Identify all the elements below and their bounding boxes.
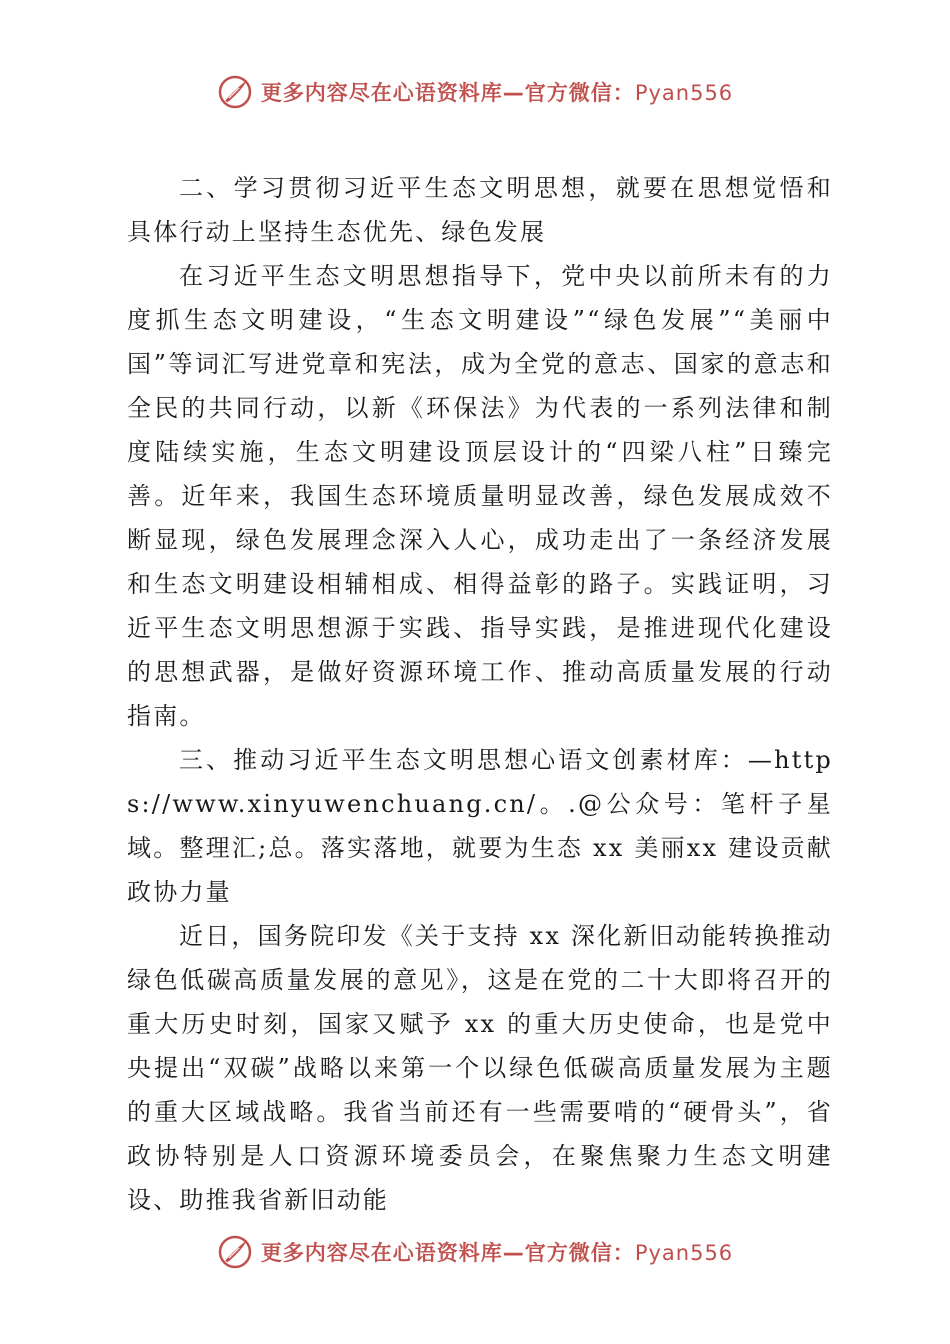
document-body <box>127 166 833 1222</box>
watermark-text: 更多内容尽在心语资料库—官方微信：Pyan556 <box>260 1241 734 1265</box>
wechat-id: Pyan556 <box>634 1241 734 1265</box>
wechat-id: Pyan556 <box>634 81 734 105</box>
heading-paragraph-3: 三、推动习近平生态文明思想心语文创素材库：—https://www.xinyuwenchuang.cn/。.@公众号：笔杆子星域。整理汇;总。落实落地，就要为生态 xx 美丽xx 建设贡献政协力量 <box>127 746 833 906</box>
header-watermark <box>0 70 950 114</box>
heading-paragraph-2: 二、学习贯彻习近平生态文明思想，就要在思想觉悟和具体行动上坚持生态优先、绿色发展 <box>127 174 833 246</box>
footer-watermark <box>0 1230 950 1274</box>
body-paragraph: 在习近平生态文明思想指导下，党中央以前所未有的力度抓生态文明建设，“生态文明建设”“绿色发展”“美丽中国”等词汇写进党章和宪法，成为全党的意志、国家的意志和全民的共同行动，以新《环保法》为代表的一系列法律和制度陆续实施，生态文明建设顶层设计的“四梁八柱”日臻完善。近年来，我国生态环境质量明显改善，绿色发展成效不断显现，绿色发展理念深入人心，成功走出了一条经济发展和生态文明建设相辅相成、相得益彰的路子。实践证明，习近平生态文明思想源于实践、指导实践，是推进现代化建设的思想武器，是做好资源环境工作、推动高质量发展的行动指南。 <box>127 262 833 730</box>
watermark-text: 更多内容尽在心语资料库—官方微信：Pyan556 <box>260 81 734 105</box>
quill-pen-logo-icon <box>217 74 253 110</box>
quill-pen-logo-icon <box>217 1234 253 1270</box>
body-paragraph: 近日，国务院印发《关于支持 xx 深化新旧动能转换推动绿色低碳高质量发展的意见》，这是在党的二十大即将召开的重大历史时刻，国家又赋予 xx 的重大历史使命，也是党中央提出“双碳”战略以来第一个以绿色低碳高质量发展为主题的重大区域战略。我省当前还有一些需要啃的“硬骨头”，省政协特别是人口资源环境委员会，在聚焦聚力生态文明建设、助推我省新旧动能 <box>127 922 833 1214</box>
